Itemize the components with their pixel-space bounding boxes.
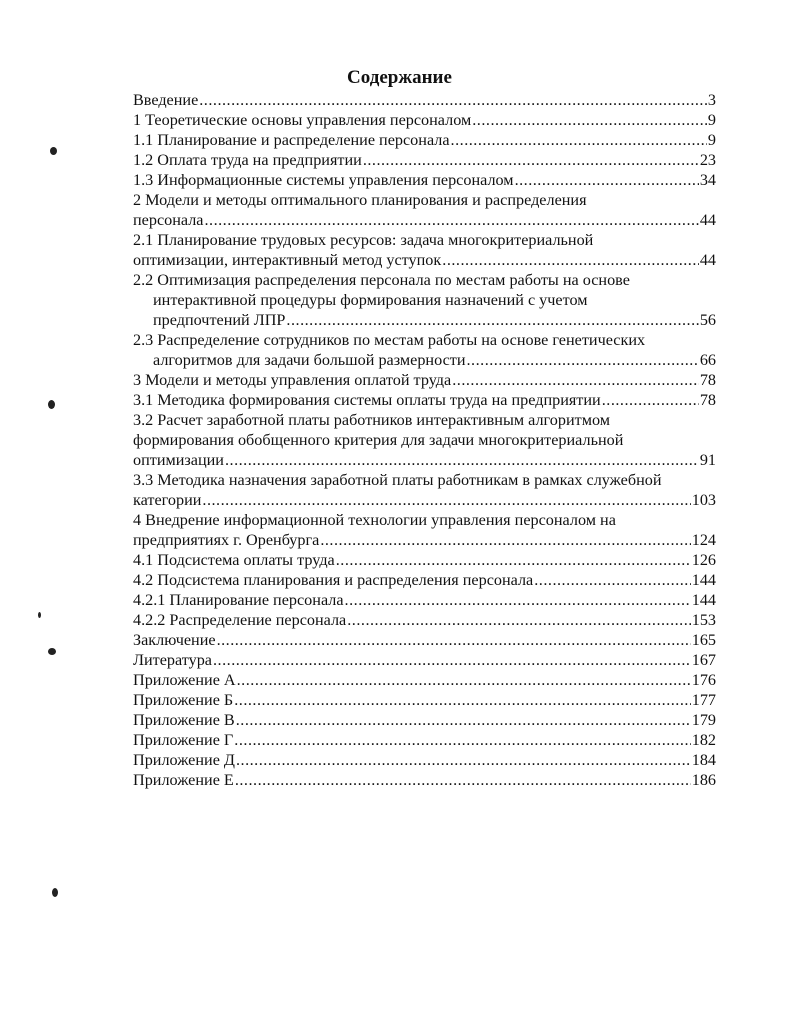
toc-entry [133, 570, 716, 590]
toc-page-number: 153 [691, 611, 716, 629]
toc-entry-title: Приложение Г [133, 731, 234, 749]
toc-entry-title: 3.1 Методика формирования системы оплаты труда на предприятии [133, 391, 601, 409]
toc-entry-title: алгоритмов для задачи большой размерности [153, 351, 466, 369]
toc-entry [133, 490, 716, 510]
toc-page-number: 44 [699, 251, 716, 269]
toc-entry-heading-line: 2.2 Оптимизация распределения персонала по местам работы на основе [133, 271, 630, 289]
toc-page-number: 103 [691, 491, 716, 509]
toc-page-number: 144 [691, 591, 716, 609]
toc-entry [133, 550, 716, 570]
toc-entry-heading-line: 2 Модели и методы оптимального планирования и распределения [133, 191, 587, 209]
toc-page-number: 34 [699, 171, 716, 189]
toc-entry-title: Литература [133, 651, 212, 669]
toc-page-number: 66 [699, 351, 716, 369]
toc-entry [133, 450, 716, 470]
toc-entry-title: 1 Теоретические основы управления персоналом [133, 111, 472, 129]
toc-page-number: 3 [707, 91, 716, 109]
toc-entry-title: 4.2.2 Распределение персонала [133, 611, 347, 629]
toc-dot-leader [236, 750, 691, 770]
toc-dot-leader [225, 450, 699, 470]
toc-page-number: 9 [707, 111, 716, 129]
toc-entry [133, 670, 716, 690]
toc-dot-leader [472, 110, 707, 130]
toc-entry [133, 170, 716, 190]
toc-entry [133, 150, 716, 170]
toc-entry-title: 1.1 Планирование и распределение персонала [133, 131, 450, 149]
toc-dot-leader [451, 130, 707, 150]
toc-dot-leader [320, 530, 690, 550]
toc-entry [133, 370, 716, 390]
toc-entry [133, 90, 716, 110]
toc-dot-leader [286, 310, 698, 330]
toc-dot-leader [336, 550, 691, 570]
toc-dot-leader [234, 690, 690, 710]
toc-dot-leader [236, 710, 691, 730]
toc-entry-title: 4.1 Подсистема оплаты труда [133, 551, 335, 569]
toc-entry-title: Введение [133, 91, 199, 109]
toc-entry-heading-line: 2.1 Планирование трудовых ресурсов: задача многокритериальной [133, 231, 594, 249]
toc-entry-heading-line: 2.3 Распределение сотрудников по местам работы на основе генетических [133, 331, 646, 349]
toc-entry [133, 650, 716, 670]
toc-entry-title: оптимизации, интерактивный метод уступок [133, 251, 442, 269]
toc-dot-leader [467, 350, 699, 370]
toc-dot-leader [534, 570, 690, 590]
toc-page-number: 167 [691, 651, 716, 669]
toc-entry [133, 750, 716, 770]
toc-dot-leader [202, 490, 690, 510]
toc-dot-leader [213, 650, 691, 670]
scan-speck [48, 648, 56, 655]
toc-dot-leader [515, 170, 699, 190]
toc-entry-heading-line: 4 Внедрение информационной технологии управления персоналом на [133, 511, 616, 529]
toc-page-number: 44 [699, 211, 716, 229]
toc-page-number: 56 [699, 311, 716, 329]
toc-entry [133, 210, 716, 230]
toc-page-number: 78 [699, 391, 716, 409]
toc-entry [133, 250, 716, 270]
toc-page-number: 124 [691, 531, 716, 549]
scan-speck [50, 147, 57, 155]
toc-entry-title: оптимизации [133, 451, 224, 469]
toc-dot-leader [442, 250, 699, 270]
toc-page-number: 9 [707, 131, 716, 149]
toc-dot-leader [452, 370, 699, 390]
toc-entry [133, 610, 716, 630]
toc-entry-heading-line: интерактивной процедуры формирования назначений с учетом [153, 291, 588, 309]
toc-entry [133, 310, 716, 330]
toc-entry [133, 630, 716, 650]
table-of-contents [133, 90, 716, 790]
toc-entry-heading-line: 3.3 Методика назначения заработной платы работникам в рамках служебной [133, 471, 662, 489]
scan-speck [48, 400, 55, 409]
toc-entry-title: предпочтений ЛПР [153, 311, 286, 329]
toc-dot-leader [234, 730, 690, 750]
toc-page-number: 186 [691, 771, 716, 789]
toc-entry [133, 730, 716, 750]
toc-entry-title: Приложение А [133, 671, 236, 689]
toc-entry [133, 530, 716, 550]
toc-entry-title: 4.2 Подсистема планирования и распределения персонала [133, 571, 534, 589]
toc-page-number: 177 [691, 691, 716, 709]
toc-dot-leader [602, 390, 699, 410]
toc-page-number: 176 [691, 671, 716, 689]
toc-entry [133, 770, 716, 790]
toc-entry-heading-line: 3.2 Расчет заработной платы работников интерактивным алгоритмом [133, 411, 610, 429]
toc-entry-title: Приложение Д [133, 751, 235, 769]
toc-entry-title: категории [133, 491, 202, 509]
toc-entry-title: предприятиях г. Оренбурга [133, 531, 320, 549]
toc-page-number: 165 [691, 631, 716, 649]
toc-entry [133, 110, 716, 130]
toc-dot-leader [345, 590, 691, 610]
toc-entry-title: 4.2.1 Планирование персонала [133, 591, 344, 609]
toc-entry-title: персонала [133, 211, 204, 229]
toc-dot-leader [235, 770, 691, 790]
toc-entry [133, 710, 716, 730]
toc-entry-heading-line: формирования обобщенного критерия для задачи многокритериальной [133, 431, 624, 449]
toc-entry [133, 390, 716, 410]
toc-entry-title: Приложение Б [133, 691, 234, 709]
toc-dot-leader [204, 210, 698, 230]
toc-page-number: 182 [691, 731, 716, 749]
toc-entry-title: 1.2 Оплата труда на предприятии [133, 151, 362, 169]
toc-page-number: 23 [699, 151, 716, 169]
toc-entry [133, 130, 716, 150]
toc-page-number: 126 [691, 551, 716, 569]
toc-page-number: 179 [691, 711, 716, 729]
toc-page-number: 184 [691, 751, 716, 769]
scan-speck [52, 888, 58, 897]
toc-entry-title: 3 Модели и методы управления оплатой труда [133, 371, 452, 389]
toc-dot-leader [347, 610, 690, 630]
toc-entry-title: 1.3 Информационные системы управления персоналом [133, 171, 514, 189]
toc-page-number: 144 [691, 571, 716, 589]
toc-dot-leader [363, 150, 699, 170]
toc-dot-leader [199, 90, 707, 110]
toc-entry [133, 350, 716, 370]
toc-entry [133, 590, 716, 610]
toc-page-number: 78 [699, 371, 716, 389]
toc-dot-leader [217, 630, 691, 650]
page-title: Содержание [347, 67, 452, 88]
toc-entry [133, 690, 716, 710]
toc-entry-title: Приложение Е [133, 771, 234, 789]
toc-entry-title: Приложение В [133, 711, 235, 729]
toc-dot-leader [237, 670, 691, 690]
scan-speck [38, 612, 41, 618]
toc-page-number: 91 [699, 451, 716, 469]
toc-entry-title: Заключение [133, 631, 216, 649]
